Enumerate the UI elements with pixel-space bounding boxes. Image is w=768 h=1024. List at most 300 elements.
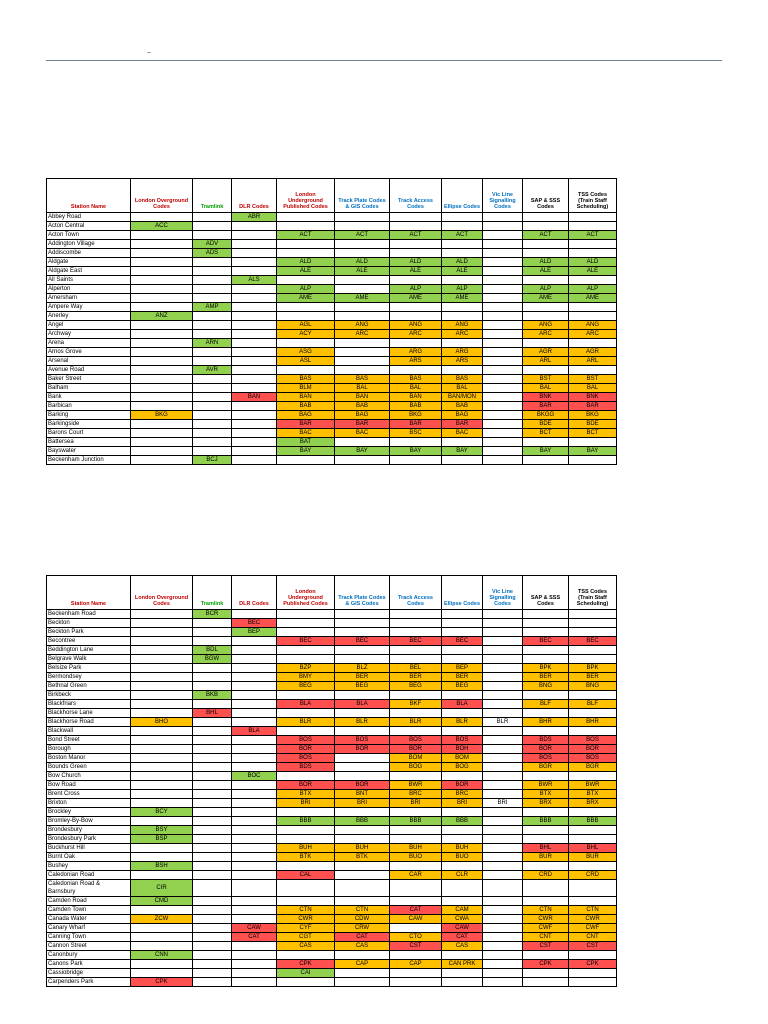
code-cell: BOS bbox=[277, 754, 335, 763]
table-row bbox=[47, 915, 617, 924]
code-cell bbox=[523, 240, 569, 249]
code-cell bbox=[483, 897, 523, 906]
code-cell bbox=[483, 339, 523, 348]
code-cell: BUO bbox=[390, 853, 442, 862]
code-cell: BEC bbox=[569, 637, 617, 646]
code-cell: BBB bbox=[277, 817, 335, 826]
code-cell bbox=[193, 880, 232, 897]
code-cell: BAS bbox=[335, 375, 390, 384]
code-cell bbox=[193, 799, 232, 808]
column-header: London Overground Codes bbox=[131, 576, 193, 610]
table-row bbox=[47, 411, 617, 420]
station-name-cell: Brockley bbox=[47, 808, 131, 817]
code-cell bbox=[232, 330, 277, 339]
code-cell: BOG bbox=[442, 763, 483, 772]
table-row bbox=[47, 871, 617, 880]
station-name-cell: Barbican bbox=[47, 402, 131, 411]
code-cell bbox=[232, 942, 277, 951]
code-cell bbox=[335, 951, 390, 960]
code-cell: BOR bbox=[442, 781, 483, 790]
code-cell bbox=[131, 438, 193, 447]
code-cell bbox=[193, 853, 232, 862]
table-row bbox=[47, 619, 617, 628]
code-cell bbox=[193, 267, 232, 276]
code-cell: ARG bbox=[390, 348, 442, 357]
table-row bbox=[47, 664, 617, 673]
code-cell bbox=[390, 951, 442, 960]
station-name-cell: Battersea bbox=[47, 438, 131, 447]
code-cell bbox=[335, 727, 390, 736]
table-row bbox=[47, 826, 617, 835]
code-cell bbox=[523, 862, 569, 871]
code-cell bbox=[277, 366, 335, 375]
code-cell: BOS bbox=[390, 736, 442, 745]
code-cell bbox=[569, 880, 617, 897]
column-header: Station Name bbox=[47, 576, 131, 610]
code-cell bbox=[232, 853, 277, 862]
code-cell bbox=[442, 366, 483, 375]
code-cell: CWR bbox=[523, 915, 569, 924]
code-cell bbox=[131, 646, 193, 655]
station-name-cell: All Saints bbox=[47, 276, 131, 285]
code-cell: BPK bbox=[523, 664, 569, 673]
code-cell bbox=[569, 312, 617, 321]
code-cell: CPK bbox=[277, 960, 335, 969]
code-cell bbox=[277, 835, 335, 844]
code-cell: AVR bbox=[193, 366, 232, 375]
code-cell bbox=[131, 736, 193, 745]
code-cell bbox=[442, 808, 483, 817]
code-cell bbox=[390, 862, 442, 871]
code-cell: ARS bbox=[390, 357, 442, 366]
code-cell bbox=[523, 727, 569, 736]
table-row bbox=[47, 709, 617, 718]
code-cell bbox=[335, 610, 390, 619]
code-cell bbox=[390, 456, 442, 465]
code-cell: BEP bbox=[232, 628, 277, 637]
code-cell bbox=[131, 942, 193, 951]
code-cell bbox=[483, 258, 523, 267]
code-cell bbox=[569, 969, 617, 978]
code-cell bbox=[193, 330, 232, 339]
code-cell bbox=[277, 213, 335, 222]
code-cell bbox=[442, 691, 483, 700]
code-cell bbox=[232, 754, 277, 763]
code-cell bbox=[483, 357, 523, 366]
code-cell: BKB bbox=[193, 691, 232, 700]
table-row bbox=[47, 330, 617, 339]
code-cell bbox=[483, 637, 523, 646]
code-cell bbox=[483, 772, 523, 781]
station-name-cell: Acton Town bbox=[47, 231, 131, 240]
table-row bbox=[47, 781, 617, 790]
code-cell: CGT bbox=[277, 933, 335, 942]
code-cell bbox=[483, 763, 523, 772]
station-name-cell: Bromley-By-Bow bbox=[47, 817, 131, 826]
code-cell bbox=[131, 429, 193, 438]
code-cell: BWR bbox=[390, 781, 442, 790]
table-row bbox=[47, 222, 617, 231]
code-cell: BGW bbox=[193, 655, 232, 664]
code-cell bbox=[442, 240, 483, 249]
code-cell bbox=[483, 960, 523, 969]
code-cell bbox=[232, 610, 277, 619]
code-cell bbox=[483, 321, 523, 330]
code-cell bbox=[523, 897, 569, 906]
code-cell bbox=[483, 240, 523, 249]
code-cell bbox=[232, 790, 277, 799]
code-cell: BLF bbox=[523, 700, 569, 709]
code-cell bbox=[442, 628, 483, 637]
table-row bbox=[47, 844, 617, 853]
code-cell bbox=[390, 240, 442, 249]
station-name-cell: Archway bbox=[47, 330, 131, 339]
code-cell: BAG bbox=[277, 411, 335, 420]
code-cell bbox=[131, 321, 193, 330]
code-cell: ARC bbox=[335, 330, 390, 339]
code-cell bbox=[335, 456, 390, 465]
column-header: DLR Codes bbox=[232, 179, 277, 213]
station-name-cell: Canning Town bbox=[47, 933, 131, 942]
code-cell bbox=[483, 429, 523, 438]
code-cell: ASG bbox=[277, 348, 335, 357]
code-cell bbox=[483, 249, 523, 258]
code-cell bbox=[131, 655, 193, 664]
code-cell: ALP bbox=[569, 285, 617, 294]
code-cell: BAB bbox=[442, 402, 483, 411]
code-cell: BHL bbox=[193, 709, 232, 718]
code-cell: ARL bbox=[523, 357, 569, 366]
code-cell bbox=[232, 637, 277, 646]
code-cell: BAB bbox=[335, 402, 390, 411]
code-cell: ALS bbox=[232, 276, 277, 285]
code-cell bbox=[483, 420, 523, 429]
station-name-cell: Buckhurst Hill bbox=[47, 844, 131, 853]
table-row bbox=[47, 429, 617, 438]
code-cell bbox=[569, 240, 617, 249]
code-cell: ANG bbox=[335, 321, 390, 330]
code-cell: BLR bbox=[390, 718, 442, 727]
code-cell: BAG bbox=[335, 411, 390, 420]
code-cell bbox=[483, 682, 523, 691]
code-cell bbox=[442, 709, 483, 718]
column-header: TSS Codes (Train Staff Scheduling) bbox=[569, 576, 617, 610]
code-cell: BAR bbox=[569, 402, 617, 411]
code-cell: CAM bbox=[442, 906, 483, 915]
code-cell: BBB bbox=[523, 817, 569, 826]
code-cell bbox=[335, 897, 390, 906]
code-cell: BKGG bbox=[523, 411, 569, 420]
station-name-cell: Blackfriars bbox=[47, 700, 131, 709]
code-cell bbox=[442, 646, 483, 655]
code-cell bbox=[483, 906, 523, 915]
code-cell bbox=[232, 871, 277, 880]
code-cell bbox=[483, 826, 523, 835]
code-cell bbox=[483, 348, 523, 357]
code-cell: ACT bbox=[277, 231, 335, 240]
code-cell bbox=[390, 213, 442, 222]
code-cell: BKG bbox=[131, 411, 193, 420]
table-row bbox=[47, 303, 617, 312]
code-cell bbox=[335, 871, 390, 880]
code-cell bbox=[193, 978, 232, 987]
code-cell bbox=[193, 736, 232, 745]
code-cell: BOG bbox=[390, 763, 442, 772]
code-cell: BEL bbox=[390, 664, 442, 673]
code-cell bbox=[277, 610, 335, 619]
code-cell: BOS bbox=[335, 736, 390, 745]
code-cell bbox=[523, 276, 569, 285]
code-cell bbox=[523, 772, 569, 781]
code-cell: BAN bbox=[232, 393, 277, 402]
code-cell bbox=[232, 709, 277, 718]
station-codes-table-1 bbox=[46, 178, 617, 465]
code-cell bbox=[277, 951, 335, 960]
code-cell bbox=[131, 303, 193, 312]
code-cell bbox=[390, 646, 442, 655]
code-cell bbox=[193, 375, 232, 384]
code-cell: BHO bbox=[131, 718, 193, 727]
code-cell: BAC bbox=[277, 429, 335, 438]
code-cell bbox=[131, 456, 193, 465]
code-cell bbox=[390, 691, 442, 700]
code-cell bbox=[483, 978, 523, 987]
column-header: Tramlink bbox=[193, 576, 232, 610]
code-cell bbox=[442, 276, 483, 285]
column-header: SAP & SSS Codes bbox=[523, 179, 569, 213]
code-cell: BCT bbox=[569, 429, 617, 438]
code-cell: CAT bbox=[335, 933, 390, 942]
code-cell: CTO bbox=[390, 933, 442, 942]
column-header: London Underground Published Codes bbox=[277, 179, 335, 213]
code-cell bbox=[131, 673, 193, 682]
code-cell bbox=[193, 637, 232, 646]
code-cell: BOR bbox=[277, 781, 335, 790]
code-cell bbox=[232, 357, 277, 366]
code-cell: ALE bbox=[442, 267, 483, 276]
code-cell bbox=[193, 285, 232, 294]
station-name-cell: Cassiobridge bbox=[47, 969, 131, 978]
code-cell bbox=[232, 951, 277, 960]
code-cell: BEG bbox=[442, 682, 483, 691]
code-cell: CYF bbox=[277, 924, 335, 933]
code-cell: BCT bbox=[523, 429, 569, 438]
code-cell bbox=[193, 772, 232, 781]
code-cell bbox=[193, 844, 232, 853]
code-cell: BTX bbox=[569, 790, 617, 799]
code-cell: ALE bbox=[569, 267, 617, 276]
code-cell: BDL bbox=[193, 646, 232, 655]
table-row bbox=[47, 357, 617, 366]
code-cell: AME bbox=[277, 294, 335, 303]
table-row bbox=[47, 817, 617, 826]
code-cell: BOM bbox=[390, 754, 442, 763]
code-cell: BGR bbox=[523, 763, 569, 772]
code-cell bbox=[131, 610, 193, 619]
code-cell bbox=[483, 231, 523, 240]
code-cell bbox=[390, 610, 442, 619]
code-cell bbox=[277, 456, 335, 465]
station-name-cell: Bond Street bbox=[47, 736, 131, 745]
code-cell bbox=[131, 384, 193, 393]
code-cell bbox=[483, 411, 523, 420]
table-row bbox=[47, 438, 617, 447]
station-name-cell: Abbey Road bbox=[47, 213, 131, 222]
header-row bbox=[47, 179, 617, 213]
column-header: Station Name bbox=[47, 179, 131, 213]
code-cell: ALP bbox=[442, 285, 483, 294]
code-cell: BAL bbox=[523, 384, 569, 393]
table-row bbox=[47, 384, 617, 393]
code-cell: CAN PRK bbox=[442, 960, 483, 969]
code-cell bbox=[442, 897, 483, 906]
code-cell bbox=[483, 727, 523, 736]
code-cell bbox=[335, 312, 390, 321]
code-cell: BAR bbox=[523, 402, 569, 411]
code-cell bbox=[390, 655, 442, 664]
code-cell bbox=[523, 646, 569, 655]
station-name-cell: Canons Park bbox=[47, 960, 131, 969]
code-cell bbox=[193, 727, 232, 736]
code-cell bbox=[483, 384, 523, 393]
code-cell: BOS bbox=[442, 736, 483, 745]
code-cell: CST bbox=[569, 942, 617, 951]
station-name-cell: Belsize Park bbox=[47, 664, 131, 673]
code-cell: ACC bbox=[131, 222, 193, 231]
code-cell: CTN bbox=[335, 906, 390, 915]
table-row bbox=[47, 312, 617, 321]
code-cell: BUR bbox=[569, 853, 617, 862]
station-name-cell: Carpenders Park bbox=[47, 978, 131, 987]
code-cell: BAN bbox=[335, 393, 390, 402]
table-row bbox=[47, 853, 617, 862]
code-cell bbox=[193, 402, 232, 411]
code-cell bbox=[569, 610, 617, 619]
code-cell bbox=[131, 817, 193, 826]
code-cell bbox=[232, 835, 277, 844]
code-cell bbox=[442, 610, 483, 619]
code-cell: BBB bbox=[390, 817, 442, 826]
station-name-cell: Boston Manor bbox=[47, 754, 131, 763]
code-cell bbox=[131, 366, 193, 375]
code-cell: BSC bbox=[390, 429, 442, 438]
code-cell bbox=[193, 384, 232, 393]
code-cell: BEC bbox=[232, 619, 277, 628]
code-cell: BUH bbox=[277, 844, 335, 853]
code-cell: BCR bbox=[193, 610, 232, 619]
column-header: Track Plate Codes & GIS Codes bbox=[335, 576, 390, 610]
station-name-cell: Brent Cross bbox=[47, 790, 131, 799]
code-cell bbox=[277, 808, 335, 817]
code-cell bbox=[390, 339, 442, 348]
code-cell bbox=[442, 456, 483, 465]
code-cell: BRI bbox=[335, 799, 390, 808]
code-cell: BEG bbox=[277, 682, 335, 691]
code-cell bbox=[131, 447, 193, 456]
table-row bbox=[47, 456, 617, 465]
table-row bbox=[47, 249, 617, 258]
code-cell: BAY bbox=[390, 447, 442, 456]
column-header: Track Plate Codes & GIS Codes bbox=[335, 179, 390, 213]
code-cell bbox=[335, 763, 390, 772]
code-cell bbox=[232, 915, 277, 924]
code-cell bbox=[335, 285, 390, 294]
code-cell bbox=[335, 357, 390, 366]
station-name-cell: Barons Court bbox=[47, 429, 131, 438]
table-row bbox=[47, 673, 617, 682]
table-row bbox=[47, 375, 617, 384]
code-cell: CRD bbox=[569, 871, 617, 880]
code-cell bbox=[442, 249, 483, 258]
code-cell bbox=[483, 835, 523, 844]
code-cell: BRX bbox=[569, 799, 617, 808]
table-row bbox=[47, 420, 617, 429]
code-cell bbox=[569, 456, 617, 465]
code-cell bbox=[193, 763, 232, 772]
code-cell bbox=[131, 637, 193, 646]
table-row bbox=[47, 655, 617, 664]
code-cell bbox=[193, 231, 232, 240]
table-row bbox=[47, 978, 617, 987]
code-cell bbox=[232, 880, 277, 897]
code-cell: BKG bbox=[569, 411, 617, 420]
header-rule bbox=[46, 60, 722, 61]
station-name-cell: Canada Water bbox=[47, 915, 131, 924]
code-cell: BUH bbox=[442, 844, 483, 853]
code-cell bbox=[277, 880, 335, 897]
code-cell bbox=[483, 366, 523, 375]
code-cell bbox=[483, 700, 523, 709]
code-cell bbox=[390, 222, 442, 231]
station-name-cell: Addiscombe bbox=[47, 249, 131, 258]
code-cell bbox=[131, 763, 193, 772]
code-cell: CAT bbox=[442, 933, 483, 942]
code-cell bbox=[193, 357, 232, 366]
table-row bbox=[47, 772, 617, 781]
station-name-cell: Blackwall bbox=[47, 727, 131, 736]
code-cell bbox=[232, 897, 277, 906]
code-cell bbox=[232, 969, 277, 978]
code-cell: BEC bbox=[523, 637, 569, 646]
code-cell: ARN bbox=[193, 339, 232, 348]
code-cell bbox=[390, 303, 442, 312]
station-name-cell: Bank bbox=[47, 393, 131, 402]
code-cell: BLA bbox=[335, 700, 390, 709]
code-cell bbox=[569, 628, 617, 637]
code-cell bbox=[131, 420, 193, 429]
station-name-cell: Bermondsey bbox=[47, 673, 131, 682]
code-cell: ARC bbox=[442, 330, 483, 339]
code-cell: CWR bbox=[569, 915, 617, 924]
code-cell: BLA bbox=[442, 700, 483, 709]
table-row bbox=[47, 240, 617, 249]
code-cell: BUO bbox=[442, 853, 483, 862]
code-cell: BEC bbox=[335, 637, 390, 646]
code-cell bbox=[483, 213, 523, 222]
code-cell: CAP bbox=[390, 960, 442, 969]
code-cell: ARC bbox=[523, 330, 569, 339]
code-cell bbox=[131, 709, 193, 718]
code-cell bbox=[193, 213, 232, 222]
code-cell bbox=[569, 646, 617, 655]
code-cell bbox=[569, 709, 617, 718]
code-cell bbox=[523, 339, 569, 348]
code-cell: BWR bbox=[523, 781, 569, 790]
code-cell: BRI bbox=[483, 799, 523, 808]
code-cell bbox=[335, 969, 390, 978]
code-cell bbox=[232, 781, 277, 790]
station-name-cell: Blackhorse Road bbox=[47, 718, 131, 727]
